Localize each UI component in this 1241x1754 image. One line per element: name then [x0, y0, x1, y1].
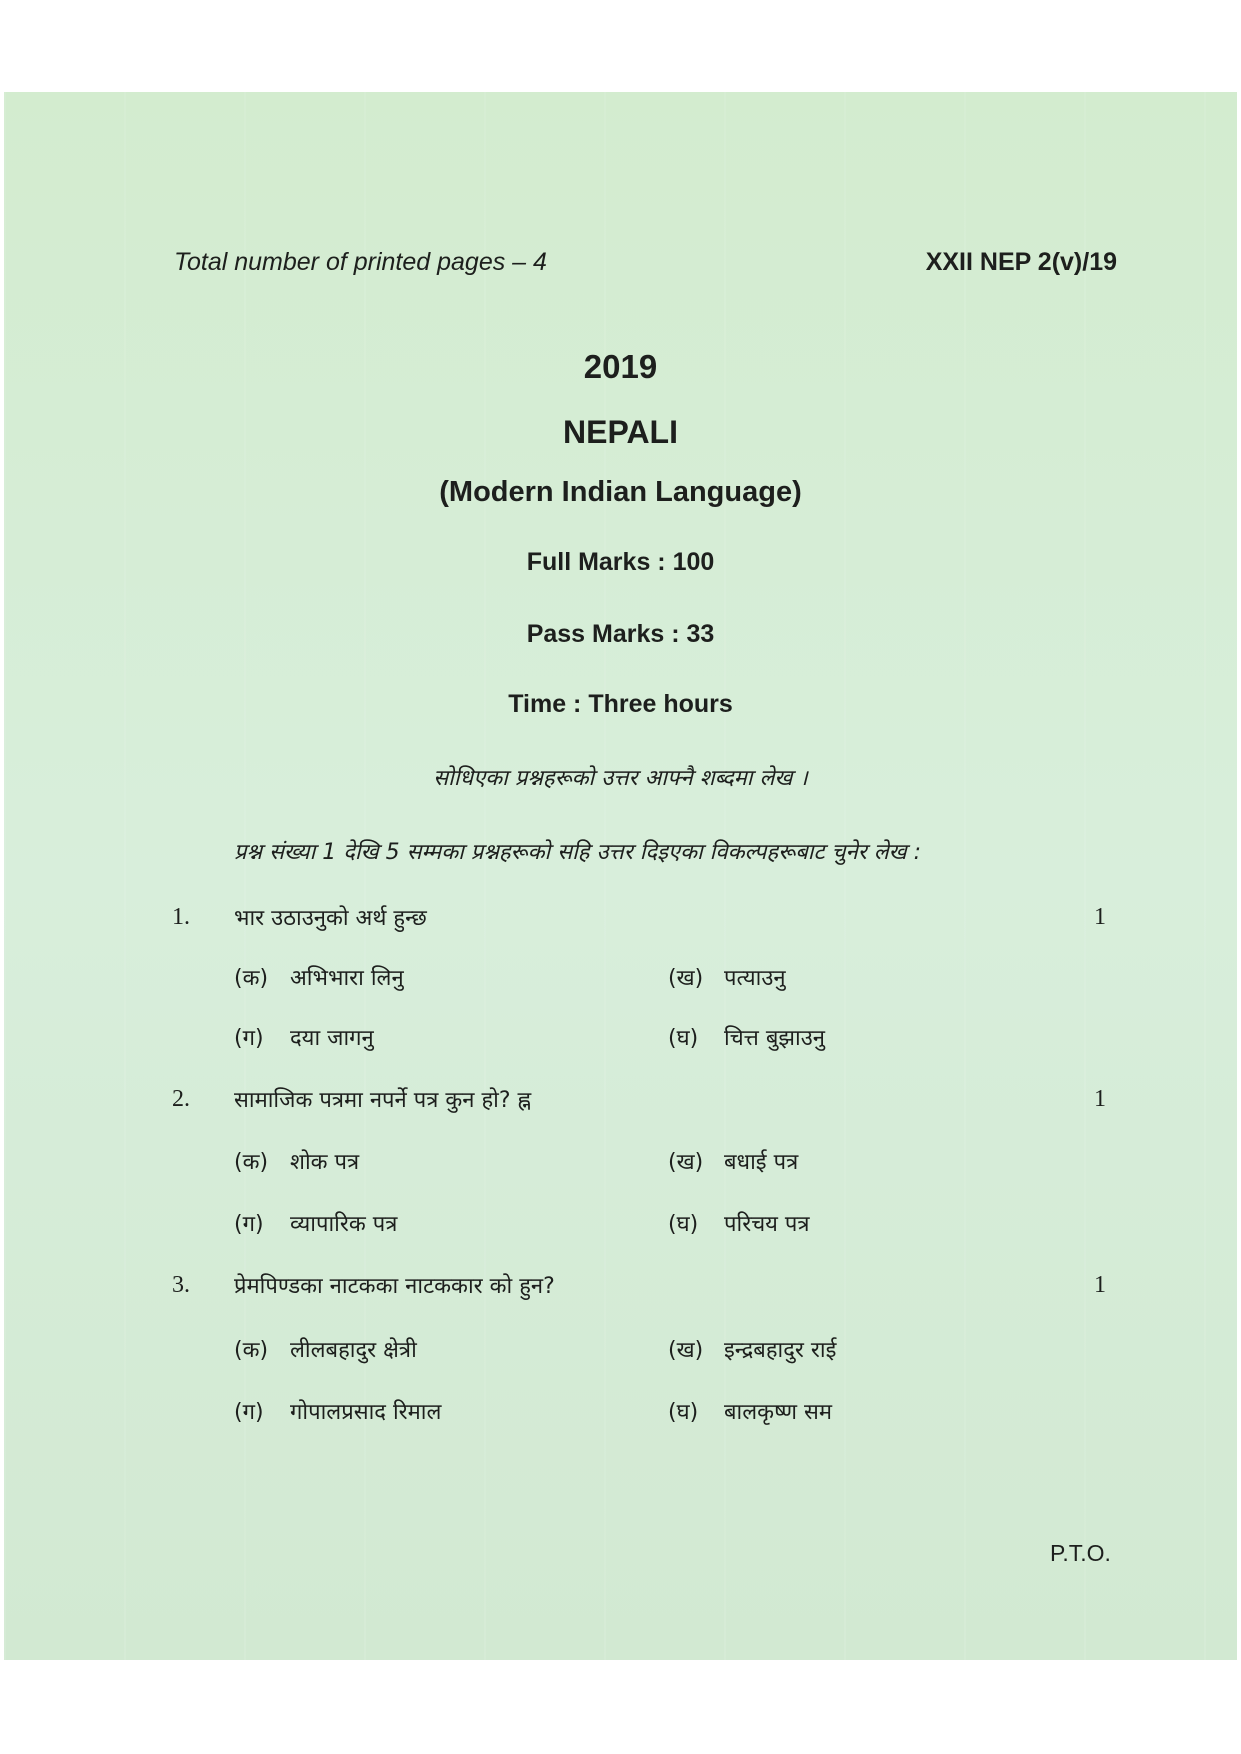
question-marks: 1: [1094, 1272, 1106, 1298]
question-text: प्रेमपिण्डका नाटकका नाटककार को हुन?: [234, 1274, 555, 1299]
question-text: सामाजिक पत्रमा नपर्ने पत्र कुन हो? ह्न: [234, 1088, 532, 1113]
subject-title: NEPALI: [563, 414, 678, 450]
exam-year: 2019: [583, 348, 658, 385]
option-kha: [668, 1334, 836, 1364]
option-text: पत्याउनु: [724, 966, 786, 991]
please-turn-over: P.T.O.: [1050, 1540, 1111, 1566]
option-label: (ख): [668, 1338, 704, 1363]
option-label: (ख): [668, 966, 704, 991]
subject-subtitle: (Modern Indian Language): [439, 476, 802, 508]
option-kha: [668, 962, 786, 992]
question-number: 2.: [172, 1086, 190, 1112]
question-text: भार उठाउनुको अर्थ हुन्छ: [234, 906, 427, 931]
option-text: शोक पत्र: [290, 1150, 360, 1175]
option-text: व्यापारिक पत्र: [290, 1212, 398, 1237]
option-label: (ख): [668, 1150, 704, 1175]
option-label: (घ): [668, 1026, 699, 1051]
printed-pages-note: Total number of printed pages – 4: [174, 248, 547, 276]
option-label: (ग): [234, 1212, 264, 1237]
option-label: (क): [234, 966, 269, 991]
option-text: बधाई पत्र: [724, 1150, 799, 1175]
option-label: (घ): [668, 1212, 699, 1237]
full-marks: Full Marks : 100: [526, 548, 715, 576]
exam-paper: [4, 92, 1237, 1660]
option-text: दया जागनु: [290, 1026, 374, 1051]
option-text: बालकृष्ण सम: [724, 1400, 833, 1425]
option-ga: [234, 1208, 397, 1238]
option-ka: [234, 1334, 417, 1364]
option-label: (क): [234, 1338, 269, 1363]
option-kha: [668, 1146, 798, 1176]
option-ga: [234, 1022, 374, 1052]
question-marks: 1: [1094, 1086, 1106, 1112]
question-number: 3.: [172, 1272, 190, 1298]
option-text: चित्त बुझाउनु: [724, 1026, 826, 1051]
option-gha: [668, 1396, 832, 1426]
option-ka: [234, 1146, 359, 1176]
question-number: 1.: [172, 904, 190, 930]
option-label: (ग): [234, 1026, 264, 1051]
option-ga: [234, 1396, 441, 1426]
option-text: गोपालप्रसाद रिमाल: [290, 1400, 442, 1425]
option-text: लीलबहादुर क्षेत्री: [290, 1338, 417, 1363]
option-gha: [668, 1208, 810, 1238]
option-text: परिचय पत्र: [724, 1212, 810, 1237]
option-text: इन्द्रबहादुर राई: [724, 1338, 837, 1363]
pass-marks: Pass Marks : 33: [526, 620, 715, 648]
option-label: (ग): [234, 1400, 264, 1425]
question-marks: 1: [1094, 904, 1106, 930]
paper-code: XXII NEP 2(v)/19: [925, 248, 1117, 276]
exam-time: Time : Three hours: [508, 690, 733, 718]
section-instruction: प्रश्न संख्या 1 देखि 5 सम्मका प्रश्नहरूको सहि उत्तर दिइएका विकल्पहरूबाट चुनेर लेख :: [234, 840, 922, 865]
option-text: अभिभारा लिनु: [290, 966, 404, 991]
option-label: (क): [234, 1150, 269, 1175]
general-instruction: सोधिएका प्रश्नहरूको उत्तर आफ्नै शब्दमा लेख ।: [433, 766, 808, 791]
option-label: (घ): [668, 1400, 699, 1425]
option-ka: [234, 962, 404, 992]
option-gha: [668, 1022, 825, 1052]
